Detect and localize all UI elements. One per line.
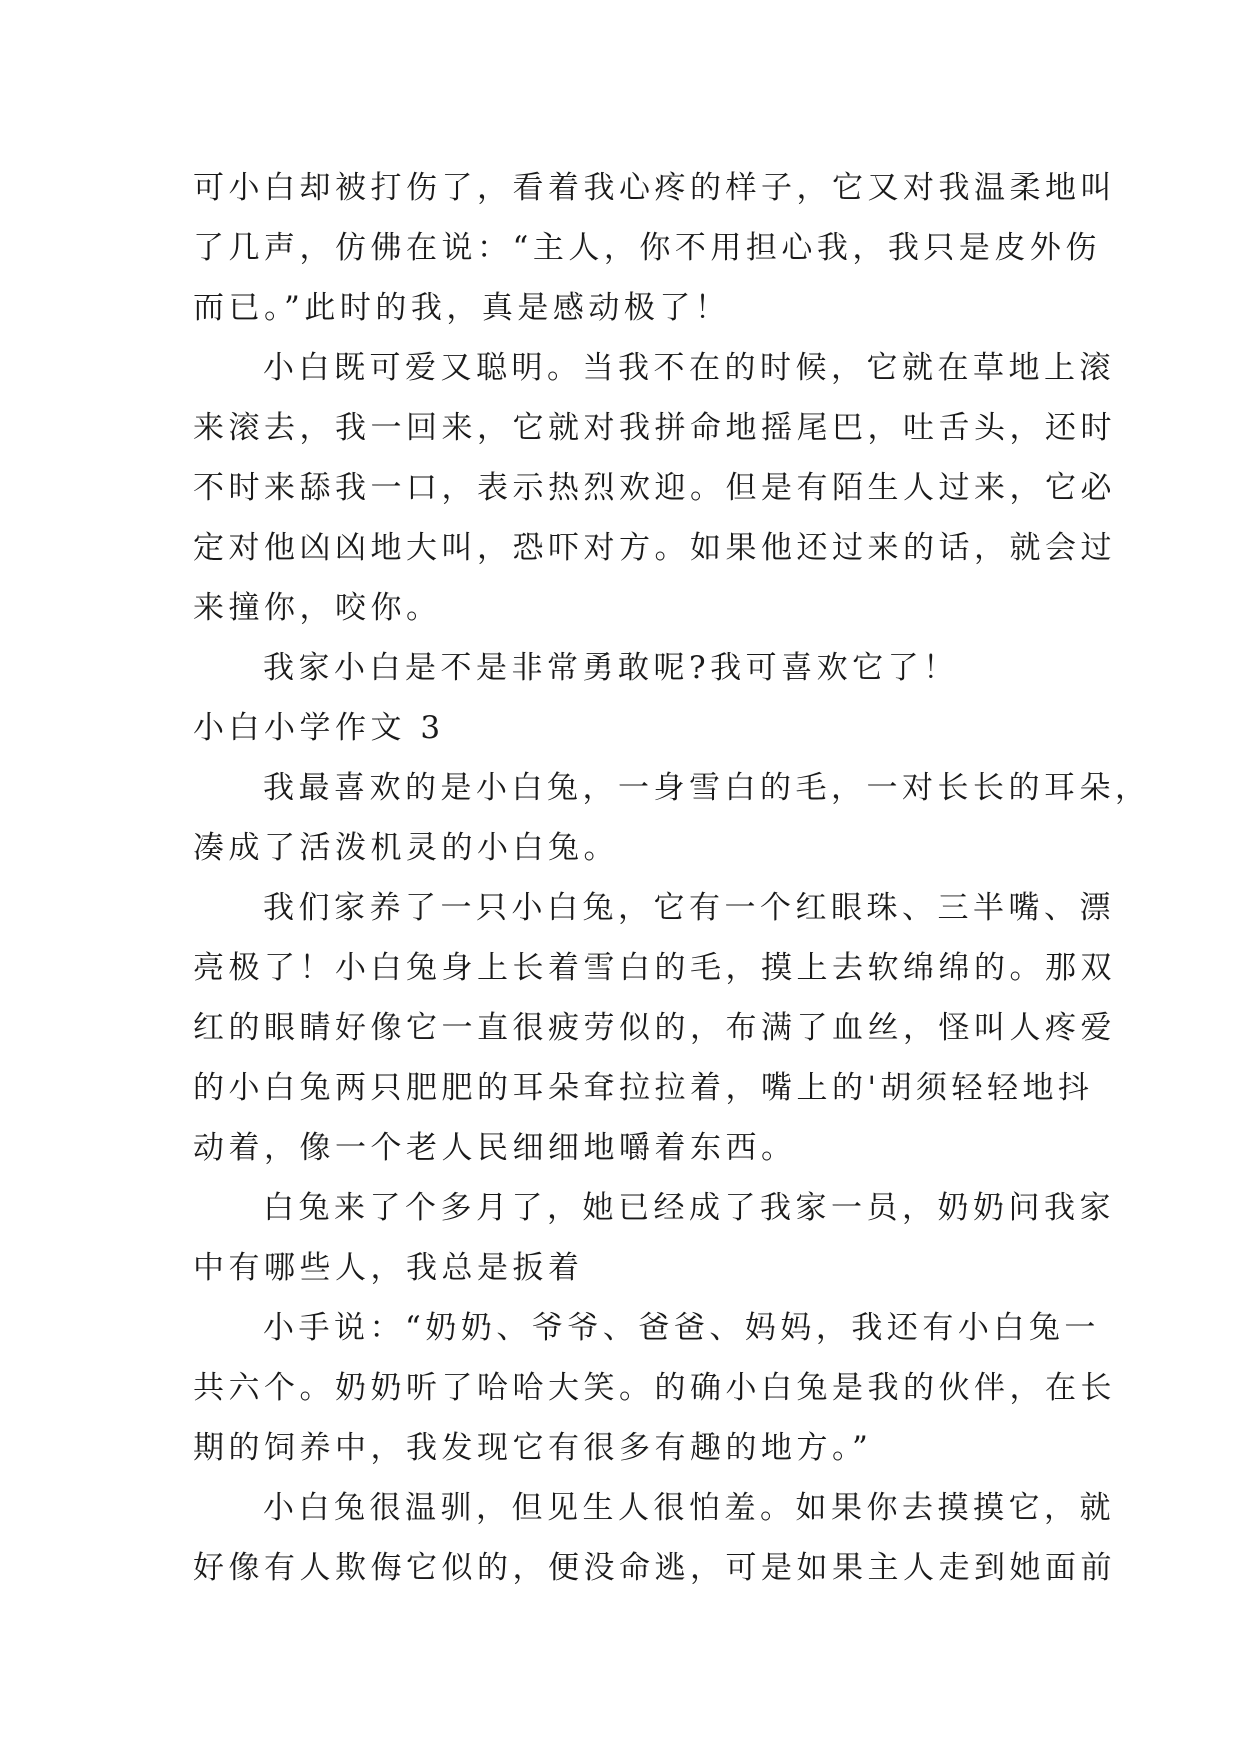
text-line: 的小白兔两只肥肥的耳朵耷拉拉着，嘴上的'胡须轻轻地抖 [193,1070,1094,1106]
text-line: 来撞你，咬你。 [193,590,442,626]
text-line: 期的饲养中，我发现它有很多有趣的地方。” [193,1430,873,1466]
text-line: 动着，像一个老人民细细地嚼着东西。 [193,1130,797,1166]
essay-body [193,158,1151,1598]
text-line: 小白既可爱又聪明。当我不在的时候，它就在草地上滚 [263,350,1115,386]
section-heading: 小白小学作文 3 [193,710,445,746]
text-line: 中有哪些人，我总是扳着 [193,1250,584,1286]
text-line: 来滚去，我一回来，它就对我拼命地摇尾巴，吐舌头，还时 [193,410,1116,446]
text-line: 定对他凶凶地大叫，恐吓对方。如果他还过来的话，就会过 [193,530,1116,566]
text-line: 凑成了活泼机灵的小白兔。 [193,830,619,866]
text-line: 红的眼睛好像它一直很疲劳似的，布满了血丝，怪叫人疼爱 [193,1010,1116,1046]
text-line: 小白兔很温驯，但见生人很怕羞。如果你去摸摸它，就 [263,1490,1115,1526]
text-line: 不时来舔我一口，表示热烈欢迎。但是有陌生人过来，它必 [193,470,1116,506]
text-line: 了几声，仿佛在说：“主人，你不用担心我，我只是皮外伤 [193,230,1101,266]
text-line: 可小白却被打伤了，看着我心疼的样子，它又对我温柔地叫 [193,170,1116,206]
text-line: 我们家养了一只小白兔，它有一个红眼珠、三半嘴、漂 [263,890,1115,926]
text-line: 而已。”此时的我，真是感动极了！ [193,290,731,326]
text-line: 共六个。奶奶听了哈哈大笑。的确小白兔是我的伙伴，在长 [193,1370,1116,1406]
text-line: 我最喜欢的是小白兔，一身雪白的毛，一对长长的耳朵， [263,770,1151,806]
text-line: 亮极了！小白兔身上长着雪白的毛，摸上去软绵绵的。那双 [193,950,1116,986]
text-line: 小手说：“奶奶、爷爷、爸爸、妈妈，我还有小白兔一 [263,1310,1100,1346]
text-line: 好像有人欺侮它似的，便没命逃，可是如果主人走到她面前 [193,1550,1116,1586]
text-line: 我家小白是不是非常勇敢呢?我可喜欢它了！ [263,650,959,686]
text-line: 白兔来了个多月了，她已经成了我家一员，奶奶问我家 [263,1190,1115,1226]
